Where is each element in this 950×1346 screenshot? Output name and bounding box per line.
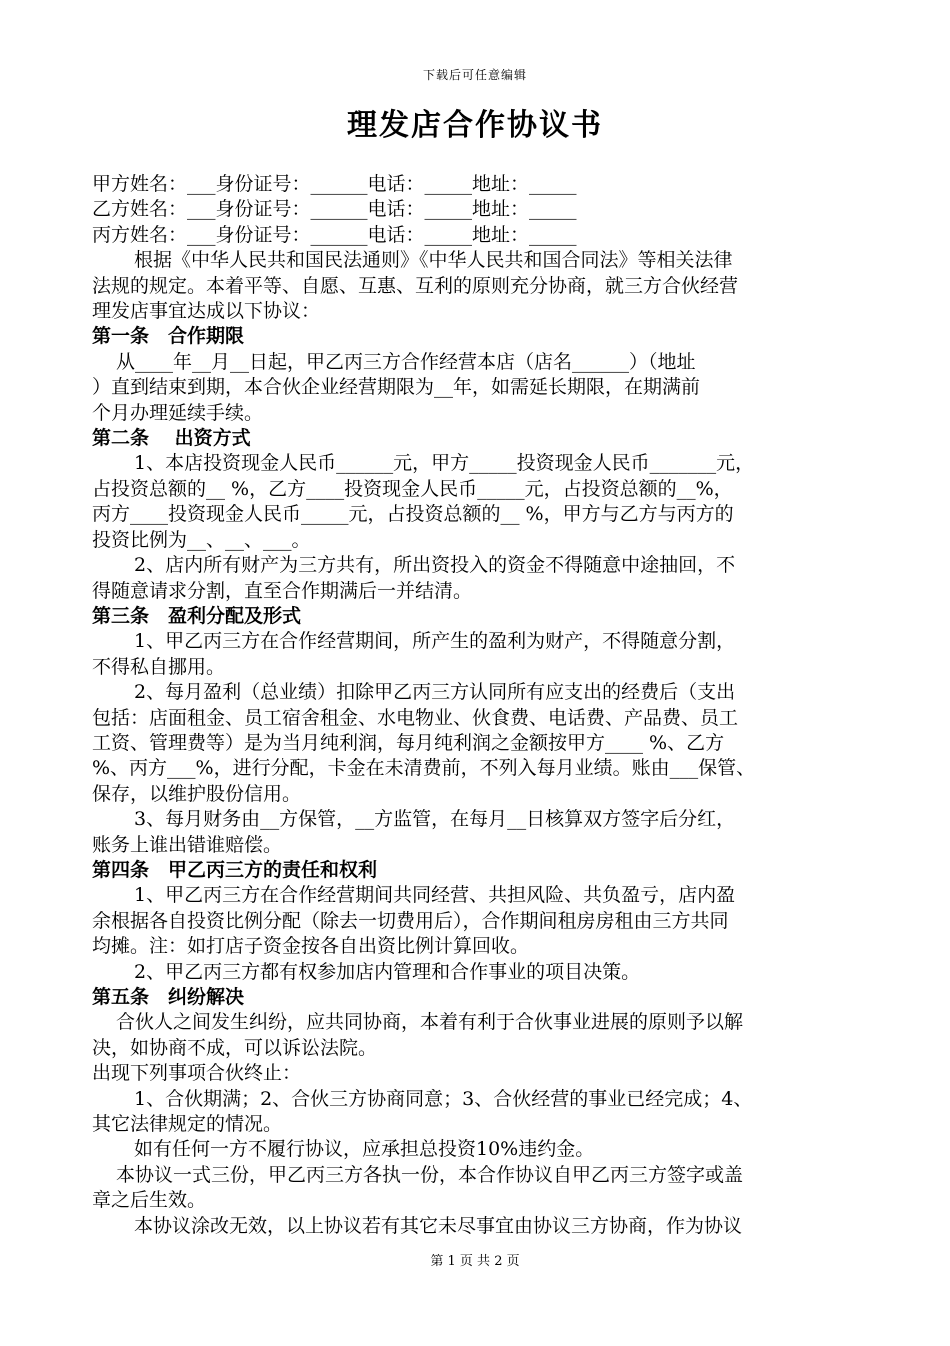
body-line: 1、合伙期满；2、合伙三方协商同意；3、合伙经营的事业已经完成；4、 bbox=[134, 1087, 753, 1110]
body-line: 包括：店面租金、员工宿舍租金、水电物业、伙食费、电话费、产品费、员工 bbox=[92, 706, 739, 729]
body-line: 占投资总额的__ %，乙方____投资现金人民币_____元，占投资总额的__%， bbox=[92, 477, 733, 500]
body-line: 根据《中华人民共和国民法通则》《中华人民共和国合同法》等相关法律 bbox=[134, 249, 733, 272]
body-line: 不得私自挪用。 bbox=[92, 655, 226, 678]
body-line: 从____年__月__日起，甲乙丙三方合作经营本店（店名______）（地址 bbox=[116, 350, 696, 373]
body-line: 保存，以维护股份信用。 bbox=[92, 782, 302, 805]
body-line: 2、店内所有财产为三方共有，所出资投入的资金不得随意中途抽回，不 bbox=[134, 554, 736, 577]
body-line: 章之后生效。 bbox=[92, 1189, 207, 1212]
body-line: 均摊。注：如打店子资金按各自出资比例计算回收。 bbox=[92, 935, 530, 958]
body-line: 2、甲乙丙三方都有权参加店内管理和合作事业的项目决策。 bbox=[134, 960, 641, 983]
body-line: 账务上谁出错谁赔偿。 bbox=[92, 833, 283, 856]
section-heading: 第一条 合作期限 bbox=[92, 325, 245, 348]
document-title: 理发店合作协议书 bbox=[347, 108, 603, 143]
body-line: 出现下列事项合伙终止： bbox=[92, 1062, 302, 1085]
body-line: 合伙人之间发生纠纷，应共同协商，本着有利于合伙事业进展的原则予以解 bbox=[116, 1011, 744, 1034]
body-line: 决，如协商不成，可以诉讼法院。 bbox=[92, 1036, 378, 1059]
body-line: 3、每月财务由__方保管，__方监管，在每月__日核算双方签字后分红， bbox=[134, 808, 736, 831]
body-line: 1、甲乙丙三方在合作经营期间，所产生的盈利为财产，不得随意分割， bbox=[134, 630, 736, 653]
body-line: 理发店事宜达成以下协议： bbox=[92, 300, 321, 323]
body-line: 本协议涂改无效，以上协议若有其它未尽事宜由协议三方协商，作为协议 bbox=[134, 1214, 743, 1237]
body-line: 2、每月盈利（总业绩）扣除甲乙丙三方认同所有应支出的经费后（支出 bbox=[134, 681, 736, 704]
body-line: 投资比例为__、__、___。 bbox=[92, 528, 311, 551]
body-line: 法规的规定。本着平等、自愿、互惠、互利的原则充分协商，就三方合伙经营 bbox=[92, 274, 739, 297]
body-line: 个月办理延续手续。 bbox=[92, 401, 264, 424]
body-line: 其它法律规定的情况。 bbox=[92, 1113, 283, 1136]
body-line: 1、本店投资现金人民币______元，甲方_____投资现金人民币_______元， bbox=[134, 452, 755, 475]
body-line: 得随意请求分割，直至合作期满后一并结清。 bbox=[92, 579, 473, 602]
body-line: 丙方姓名：___身份证号：______电话：_____地址：_____ bbox=[92, 223, 577, 246]
section-heading: 第四条 甲乙丙三方的责任和权利 bbox=[92, 858, 378, 881]
body-line: 甲方姓名：___身份证号：______电话：_____地址：_____ bbox=[92, 173, 577, 195]
section-heading: 第二条 出资方式 bbox=[92, 427, 251, 450]
body-line: 丙方____投资现金人民币_____元，占投资总额的__ %，甲方与乙方与丙方的 bbox=[92, 503, 734, 526]
body-line: ）直到结束到期，本合伙企业经营期限为__年，如需延长期限，在期满前 bbox=[92, 376, 701, 399]
body-line: 余根据各自投资比例分配（除去一切费用后），合作期间租房房租由三方共同 bbox=[92, 909, 729, 932]
body-line: 本协议一式三份，甲乙丙三方各执一份，本合作协议自甲乙丙三方签字或盖 bbox=[116, 1163, 744, 1186]
body-line: %、丙方___%，进行分配，卡金在未清费前，不列入每月业绩。账由___保管、 bbox=[92, 757, 756, 780]
body-line: 工资、管理费等）是为当月纯利润，每月纯利润之金额按甲方____ %、乙方 bbox=[92, 731, 725, 754]
section-heading: 第五条 纠纷解决 bbox=[92, 986, 245, 1008]
document-body bbox=[92, 172, 872, 1239]
body-line: 如有任何一方不履行协议，应承担总投资10%违约金。 bbox=[134, 1138, 595, 1161]
body-line: 1、甲乙丙三方在合作经营期间共同经营、共担风险、共负盈亏，店内盈 bbox=[134, 884, 736, 907]
body-line: 乙方姓名：___身份证号：______电话：_____地址：_____ bbox=[92, 198, 577, 221]
header-note: 下载后可任意编辑 bbox=[422, 68, 527, 82]
section-heading: 第三条 盈利分配及形式 bbox=[92, 604, 302, 627]
page-footer: 第 1 页 共 2 页 bbox=[430, 1254, 520, 1269]
